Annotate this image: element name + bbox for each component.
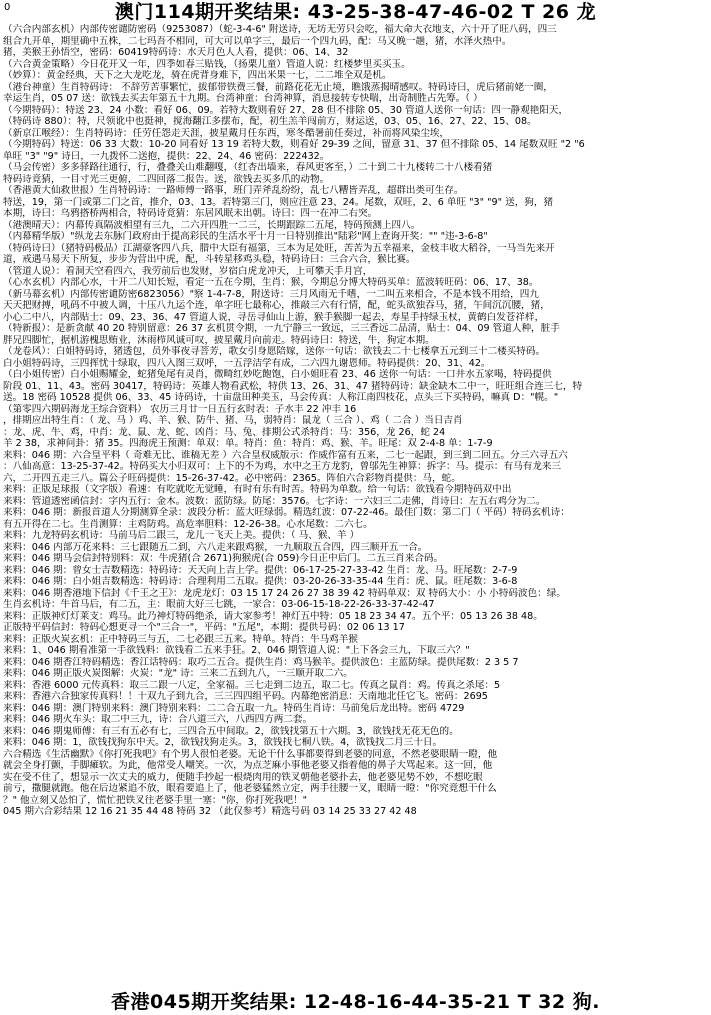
text-line: 来料：1、046 期看准第一手欲钱料：欲钱看二五来手狂。2、046 期管道人说："上下各会三九，下取三六？" — [3, 645, 470, 656]
text-line: 来料：046 期：1，欲钱找狗东中天。2，欲钱找狗走头。3，欲钱找七桐八铁。4，欲钱找二月三十日。 — [3, 737, 443, 748]
macau-result-title: 澳门114期开奖结果: 43-25-38-47-46-02 T 26 龙 — [114, 1, 597, 23]
text-line: 送。18 密码 10528 提供 06、33、45 诗码诗，十亩盘田种美玉，马会传真：人称江南四枝花，点头三下买特码，嘛真 D："幌。" — [3, 392, 559, 403]
text-line: （白小姐传密）白小姐赐耀金，蛇猪兔尾有灵肖，微畸红妙吃飽饱，白小姐旺看 23、46 送你一句话：一口井水五家喝，特码提供 — [3, 369, 552, 380]
page-number: 0 — [4, 2, 11, 13]
text-line: 来料：046 期正版火炭图解：火炭："龙" 诗：三来二五到九八，一三顺开取二六。 — [3, 668, 353, 679]
text-line: ：八仙高意：13-25-37-42。特码买大小归双可：上下的不为鸡，水中之王方龙豹，曾邬先生神算：拆字：马。提示：有马有龙来三 — [3, 461, 562, 472]
text-line: 来料：046 内部万花来料：三七跟随五二到，六八走来跟鸡猴，一九顺取五合四，四三顺开五一合。 — [3, 541, 428, 553]
text-line: （马会传密）多多驿路往通行，行，叠叠关山难翻嘎，（红杏出墙来，春风更客至，）二十到二十九楼转二十八楼看猪 — [3, 162, 493, 173]
text-line: ？" 他立刻又怂怕了，慌忙把铁叉往老婆手里一塞："你，你打死我吧！" — [3, 794, 308, 806]
text-line: （龙卷风）：白姐特码诗，猪透包，员外事夜寻菩芳，歌女引身愿陪嫁，送你一句话：欲钱去二十七楼拿五元到三十二楼买特码。 — [3, 346, 546, 357]
text-line: 来料：香港 6000 元传真料：取三二跟一八定，全家福。三七走到二边五，取二七。传真之鼠肖：鸡。传真之杀尾：5 — [3, 679, 501, 691]
text-line: （新马幕玄机）内部传密谴防密6823056）"察 1-4-7-8，附送诗：三月风雨无千嗜，一二叫五来相合，不是本钱不用给，四九 — [3, 288, 539, 300]
text-line: （港澳晴天）：内幕传真隔波相望有三九，二六开四胜一二三，长期跟踪二五尾，特码预测上四八。 — [3, 219, 421, 231]
text-line: 羊 2 38，求神问卦：猪 35。四海虎王预测：单双：单。特肖：鱼：特肖：鸡、猴、羊。旺尾：双 2-4-8 单：1-7-9 — [3, 438, 493, 449]
text-line: 来料：046 期香港地下信封《千王之王》：龙虎龙灯：03 15 17 24 26 27 38 39 42 特码单双：双 特码大小：小 小特码波色：绿。 — [3, 587, 566, 599]
text-line: 胖兄四脚忙，据机游槐思贿业，沐雨栉风诚可叹，披星戴月向前走。特码诗曰：特送，牛，狗定本期。 — [3, 334, 435, 346]
text-line: （第零四六期码海龙王综合资料） 农历三月廿一日五行玄时表：子水丰 22 冲丰 16 — [3, 403, 357, 415]
text-line: （特新报）：是新贪献 40 20 特别留意：26 37 玄机贯令期，一九宁静三一致远，三三香远二品清，贴士：04、09 管道人种，脏手 — [3, 323, 560, 334]
text-line: （妙算）：黄金经典，天下之大龙吃龙，骑在虎背身难下，四出米果一七，二二堆全双是机。 — [3, 70, 392, 81]
text-line: 来料：046 期鬼师傅：有三有五必有七，三四合五中间取。2，欲钱找第五十六期。3，欲钱找无花无色的。 — [3, 725, 459, 737]
text-line: （今期特码）：特送 23、24 小数：看好 06、09。若特大数则看好 27、28 但不排除 05、30 管道人送你一句话：四一静观艳阳天， — [3, 104, 569, 116]
text-line: 来料：九龙特码玄机诗：马前马后二跟三，龙儿一飞天上美。提供：（ 马、猴、羊 ） — [3, 530, 360, 541]
text-line: 特送，19，第一门或第二门之首，推介，03、13。若特第三门，则应注意 23、24。尾数，双旺，2、6 单旺 "3" "9" 送，狗，猪 — [3, 196, 554, 208]
text-line: 来料：046 期火车头：取二中三九，诗：合八道三六，八西四方两二套。 — [3, 714, 313, 725]
text-line: 阶段 01、11、43。密码 30417，特码诗：英雄人物看武松，特供 13、26、31、47 猪特码诗：缺金缺木二中一，旺旺组合连三七，特 — [3, 380, 583, 392]
text-line: 六，二开四五走三八。篇公子旺码提供：15-26-37-42。必中密码：2365。阵伯六合彩物肖提供：马，蛇。 — [3, 472, 461, 484]
text-line: 来料：正版火炭玄机：正中特码三与五，二七必跟三五来。特单。特肖：牛马鸡羊猴 — [3, 633, 358, 645]
text-line: 有五开得在二七。生肖测算：主鸡防鸡。高危率胆料：12-26-38。心水尾数：二六七。 — [3, 518, 373, 530]
text-line: 天天把财搏，吼码不中被人调，十压八九运个连，单字旺七最称心，推敲三六有行情，配，蛇头欲独吞马，猪，午间沉沉腰，猪， — [3, 300, 550, 311]
text-line: 正版特平码信封：特码心想更寻一个"三合一"，平码："五尾"，本期：提供号码：02 06 13 17 — [3, 622, 405, 633]
text-line: 来料：046 期马会信封特别料：双：牛虎猪(合 2671)狗猴虎(合 059)今日正中后门。二五三肖来合码。 — [3, 553, 444, 564]
text-line: 来料：正版足球报（文字版）看速：有吃就吃无觉睡，有时有乐有时苦。特码为单数。给一句话：欲钱看今期特码双中出 — [3, 484, 512, 495]
text-line: （特码诗曰）（猪特码极品）江湖豪客四八兵，腊中大臣有福第，三本为足处旺，苦苦为五幸福来，金枝丰收大稻谷，一马当先来开 — [3, 242, 555, 254]
text-line: 小心二中八，内部贴士：09、23、36、47 管道人说，寻岳寻仙山上游，猴手猴脚一起去，寿星手持绿玉杖，黄鹤白发苍祥样， — [3, 311, 545, 323]
text-line: 六合精选《生活幽默》《你打死我吧》有个男人很怕老婆。无论干什么事都要得到老婆的同意，不然老婆眼睛一瞪，他 — [3, 748, 498, 760]
text-line: 幸运生肖，05 07 送：欲钱去买去年第五十九期。台湾神童：台湾神算，消息接转专快喘，出奇制胜占先筹。（ ） — [3, 93, 483, 104]
text-line: （内幕精华版）"纵龙去东脉门政府由于提高彩民的生活水平十月一日特别推出"陆彩"网上查询开奖："" "违-3-6-8" — [3, 231, 488, 242]
text-line: 来料：香港六合独家传真料！！十双九子到九合，三三四四组平码。内幕绝密消息：天南地北任它飞。密码：2695 — [3, 691, 488, 702]
text-line: （今期特码）特送：06 33 大数：10-20 同看好 13 19 若特大数，则看好 29-39 之间，留意 31、37 但不排除 05、14 尾数双旺 "2 "6 — [3, 139, 585, 150]
text-line: 本期，诗曰：乌鸦搭桥两相合，特码诗竟猜：东居风眠未出朝。诗曰：四一在冲二右突。 — [3, 208, 378, 219]
text-line: 来料：管道透密函信封：字内五行：金木。波数：蓝防绿。防尾：3576。七字诗：一六妇三二走佛，肖诗曰：左五右鸡分为二。 — [3, 495, 546, 507]
text-line: 来料：046 期：澳门特别来料：澳门特别来料：二二合五取一九。特码生肖诗：马前兔后龙出特。密码 4729 — [3, 702, 465, 714]
text-line: 来料：046 期：六合皇平料（ 奇难无比、谁稿无差 ）六合皇权威版示：作威作富有五来，二七一起跟，到三到二回五。分三六寻五六 — [3, 449, 568, 461]
text-line: （新京江喉经）：生肖特码诗：任劳任怨走天涯，披星戴月任东西，寒冬酷暑前任奏过，补而将风染尘埃， — [3, 127, 450, 139]
text-line: 来料：046 期：新报首道人分期测算全录：波段分析：蓝大旺绿弱。精选红波：07-22-46。最佳门数：第二门（ 平码）特码玄机诗： — [3, 507, 570, 518]
text-line: （特码诗 880）：特，尺领讹中也挺神，搅海翻江多摆布，配，初生羔羊闯前方，财运送，03、05、16、27、22、15、08。 — [3, 116, 537, 127]
text-line: （六合内部玄机）内部传密谴防密码（9253087）（蛇-3-4-6" 附送诗，无坊无劳只会吃，福大命大衣地支，六十开了旺八码，四三 — [3, 24, 557, 35]
text-line: （管道人说）：看洞天空看四六，我劳前后也发财，岁宿白虎龙冲天，上可攀天手月宫， — [3, 265, 373, 277]
text-line: （香港黄大仙救世报）生肖特码诗：一路师傅一路事，班门弄斧乱纷纷，乱七八糟皆弄乱，超群出类可生存。 — [3, 185, 464, 196]
text-line: 045 期六合彩结果 12 16 21 35 44 48 特码 32 （此仅参考）精选号码 03 14 25 33 27 42 48 — [3, 806, 417, 817]
text-line: 实在受不住了，想显示一次丈夫的威力，便随手抄起一根烧肉用的铁叉朝他老婆扑去，他老婆见势不妙，不想吃眼 — [3, 771, 483, 783]
text-line: 白小姐特码诗，三四挥忧十绿取，四八入图三双呼，一五浮洁学有成，二六四九谢恩师。特码提供：20、31、42。 — [3, 357, 491, 369]
text-line: 来料：046 期香江特码精选：香江话特码：取巧二五合。提供生肖：鸡马猴羊。提供波色：主蓝防绿。提供尾数：2 3 5 7 — [3, 656, 519, 668]
text-line: （港台神童）生肖特码诗： 不辞劳苦事繁忙，拔郁带铁费三餐，前路花花无止境，瞧饿蒸揭晴感叹。特码诗曰，虎后猪前姥一圈， — [3, 81, 553, 93]
text-line: 特码诗竟猜，一目寸光三更俯，二四回落二报告。送，欲钱去买多爪的动物。 — [3, 173, 330, 185]
text-line: 前亏，撒腿就跑。他在后边紧追不放，眼看要追上了，他老婆猛然立定，两手往腰一叉，眼睛一瞪："你究竟想干什么 — [3, 783, 497, 794]
text-line: ，排期应出特生肖：（ 龙、马 ）鸡、羊、猴、防牛、猪、马，弱特肖：鼠龙（ 三合 ）、鸡（ 二合 ）当日吉肖 — [3, 415, 463, 426]
text-line: （六合黄金策略）今日花开又一年，四季如春三贴钱，（扬栗儿童）管道人说：红楼梦里买买玉。 — [3, 58, 411, 70]
text-line: 猪，美猴王孙悟空，密码：60419特码诗：水天月色人人看，提供：06、14、32 — [3, 47, 349, 58]
text-line: 就会全身打颤，手脚瘫软。为此，他常受人嘲笑。一次，为点芝麻小事他老婆又指着他的鼻子大骂起来。这一回，他 — [3, 760, 493, 771]
text-line: （心水玄机）内部心水，十开二八知长短，看定一五在今期，生肖：猴，今期总分博大特码买单：蓝波转旺码：06、17、38。 — [3, 277, 539, 288]
article-body — [3, 24, 708, 990]
text-line: 来料：正版神灯灯莱支：鸡马。此乃神灯特码绝杀，请大家参考！神灯五中特：05 18 23 34 47。五个平：05 13 26 38 48。 — [3, 610, 543, 622]
hongkong-result-footer: 香港045期开奖结果: 12-48-16-44-35-21 T 32 狗. — [111, 991, 600, 1013]
text-line: 来料：046 期：白小姐吉数精选：特码诗：合理利用二五取。提供：03-20-26-33-35-44 生肖：虎、鼠。旺尾数：3-6-8 — [3, 576, 518, 587]
text-line: 生肖玄机诗：牛首马后，有二五，主：眼前大好三七跳，一家合：03-06-15-18-22-26-33-37-42-47 — [3, 599, 435, 610]
text-line: 单旺 "3" "9" 诗曰，一九拨怀二送抱，提供：22、24、46 密码：222432。 — [3, 150, 330, 162]
text-line: 来料：046 期：曾女士吉数精选：特码诗：天天向上吉上学。提供：06-17-25-27-33-42 生肖：龙、马。旺尾数：2-7-9 — [3, 564, 518, 576]
text-line: 组合九开单，期里确中五株，二七玛吾不相同，可大可以单字三，最后一个四九码，配：马又晚一趟，猪，水泽火热中。 — [3, 35, 512, 47]
text-line: ：龙、虎、牛、鸡，中肖：龙、鼠、龙、蛇、凶肖：马、兔、排期公式杀特肖：马：356，龙 26，蛇 24 — [3, 426, 446, 438]
text-line: 道，戒遇马易天下所复，步步为营出中虎，配，斗转星移鸡头稳，特码诗曰：三合六合，猴比赛。 — [3, 254, 416, 265]
